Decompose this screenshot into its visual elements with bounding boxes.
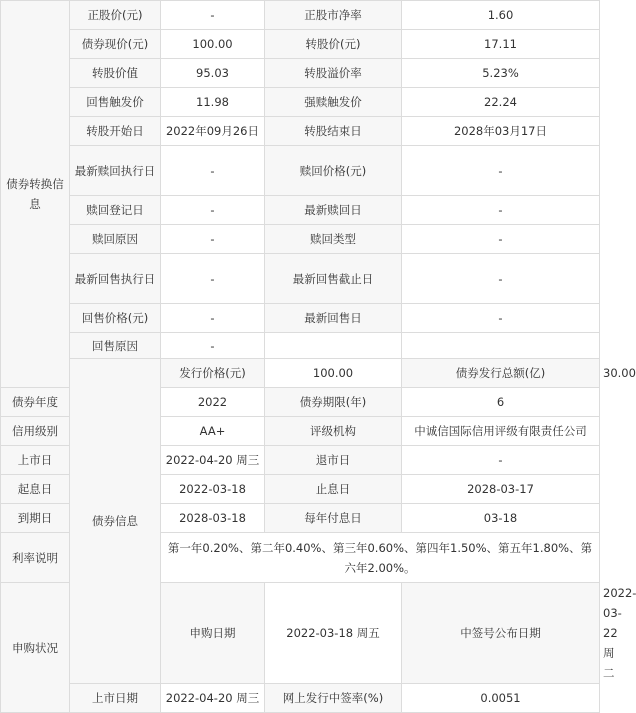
maturity-label: 到期日 [1, 504, 70, 533]
win-rate-value: 0.0051 [402, 684, 600, 713]
rating-agency-value: 中诚信国际信用评级有限责任公司 [402, 417, 600, 446]
section-conversion: 债券转换信息 [1, 1, 70, 388]
interest-start-label: 起息日 [1, 475, 70, 504]
latest-putback-deadline-label: 最新回售截止日 [265, 254, 402, 304]
stock-price-label: 正股价(元) [70, 1, 161, 30]
delisting-value: - [402, 446, 600, 475]
latest-redeem-exec-label: 最新赎回执行日 [70, 146, 161, 196]
latest-putback-exec-label: 最新回售执行日 [70, 254, 161, 304]
issue-total-label: 债券发行总额(亿) [402, 359, 600, 388]
redeem-reg-label: 赎回登记日 [70, 196, 161, 225]
bond-info-table: 债券转换信息 正股价(元) - 正股市净率 1.60 债券现价(元) 100.00 转股价(元) 17.11 转股价值 95.03 转股溢价率 5.23% 回售触发价 11.98 强赎触发价 22.24 转股开始日 2022年09月26日 转股结束日 2028年03月17日 最新赎回执行日 - 赎回价格(元) - 赎回登记日 - 最新赎回日 - 赎回原因 - 赎回类型 - 最新回售执行日 - 最新回售截止日 - 回售价格(元) - 最新回售日 - 回售原因 - 债券信息 发行价格(元) 100.00 债券发行总额(亿) 30.00 债券年度 2022 债券期限(年) 6 信用级别 AA+ 评级机构 中诚信国际信用评级有限责任公司 上市日 2022-04-20 周三 退市日 - 起息日 2022-03-18 止息日 2028-03-17 到期日 2028-03-18 每年付息日 03-18 利率说明 第一年0.20%、第二年0.40%、第三年0.60%、第四年1.50%、第五年1.80%、第六年2.00%。 申购状况 申购日期 2022-03-18 周五 中签号公布日期 2022-03-22 周二 上市日期 2022-04-20 周三 网上发行中签率(%) 0.0051 [0, 0, 600, 713]
payment-date-label: 每年付息日 [265, 504, 402, 533]
conv-start-value: 2022年09月26日 [161, 117, 265, 146]
bond-year-label: 债券年度 [1, 388, 70, 417]
delisting-label: 退市日 [265, 446, 402, 475]
redeem-price-value: - [402, 146, 600, 196]
rate-desc-value: 第一年0.20%、第二年0.40%、第三年0.60%、第四年1.50%、第五年1.80%、第六年2.00%。 [161, 533, 600, 583]
putback-reason-label: 回售原因 [70, 333, 161, 359]
redeem-reg-value: - [161, 196, 265, 225]
conv-value-label: 转股价值 [70, 59, 161, 88]
pb-label: 正股市净率 [265, 1, 402, 30]
putback-trigger-value: 11.98 [161, 88, 265, 117]
latest-redeem-date-label: 最新赎回日 [265, 196, 402, 225]
redeem-price-label: 赎回价格(元) [265, 146, 402, 196]
bond-year-value: 2022 [161, 388, 265, 417]
interest-end-label: 止息日 [265, 475, 402, 504]
latest-putback-date-label: 最新回售日 [265, 304, 402, 333]
rating-agency-label: 评级机构 [265, 417, 402, 446]
listing-value: 2022-04-20 周三 [161, 446, 265, 475]
bond-term-label: 债券期限(年) [265, 388, 402, 417]
latest-putback-date-value: - [402, 304, 600, 333]
rate-desc-label: 利率说明 [1, 533, 70, 583]
payment-date-value: 03-18 [402, 504, 600, 533]
latest-redeem-date-value: - [402, 196, 600, 225]
conv-price-value: 17.11 [402, 30, 600, 59]
issue-price-value: 100.00 [265, 359, 402, 388]
win-rate-label: 网上发行中签率(%) [265, 684, 402, 713]
interest-end-value: 2028-03-17 [402, 475, 600, 504]
redeem-reason-value: - [161, 225, 265, 254]
conv-value-value: 95.03 [161, 59, 265, 88]
putback-reason-value: - [161, 333, 265, 359]
stock-price-value: - [161, 1, 265, 30]
sub-date-label: 申购日期 [161, 583, 265, 684]
section-bond-info: 债券信息 [70, 359, 161, 684]
empty-cell [265, 333, 402, 359]
issue-price-label: 发行价格(元) [161, 359, 265, 388]
putback-price-label: 回售价格(元) [70, 304, 161, 333]
conv-end-value: 2028年03月17日 [402, 117, 600, 146]
listing-date-label: 上市日期 [70, 684, 161, 713]
bond-price-value: 100.00 [161, 30, 265, 59]
latest-putback-exec-value: - [161, 254, 265, 304]
latest-putback-deadline-value: - [402, 254, 600, 304]
conv-end-label: 转股结束日 [265, 117, 402, 146]
redeem-type-value: - [402, 225, 600, 254]
pb-value: 1.60 [402, 1, 600, 30]
listing-date-value: 2022-04-20 周三 [161, 684, 265, 713]
listing-label: 上市日 [1, 446, 70, 475]
credit-rating-value: AA+ [161, 417, 265, 446]
premium-label: 转股溢价率 [265, 59, 402, 88]
conv-start-label: 转股开始日 [70, 117, 161, 146]
maturity-value: 2028-03-18 [161, 504, 265, 533]
bond-term-value: 6 [402, 388, 600, 417]
premium-value: 5.23% [402, 59, 600, 88]
sub-date-value: 2022-03-18 周五 [265, 583, 402, 684]
putback-price-value: - [161, 304, 265, 333]
redeem-reason-label: 赎回原因 [70, 225, 161, 254]
section-subscription: 申购状况 [1, 583, 70, 713]
interest-start-value: 2022-03-18 [161, 475, 265, 504]
credit-rating-label: 信用级别 [1, 417, 70, 446]
lottery-date-label: 中签号公布日期 [402, 583, 600, 684]
conv-price-label: 转股价(元) [265, 30, 402, 59]
redeem-trigger-value: 22.24 [402, 88, 600, 117]
latest-redeem-exec-value: - [161, 146, 265, 196]
bond-price-label: 债券现价(元) [70, 30, 161, 59]
putback-trigger-label: 回售触发价 [70, 88, 161, 117]
redeem-type-label: 赎回类型 [265, 225, 402, 254]
empty-cell [402, 333, 600, 359]
redeem-trigger-label: 强赎触发价 [265, 88, 402, 117]
